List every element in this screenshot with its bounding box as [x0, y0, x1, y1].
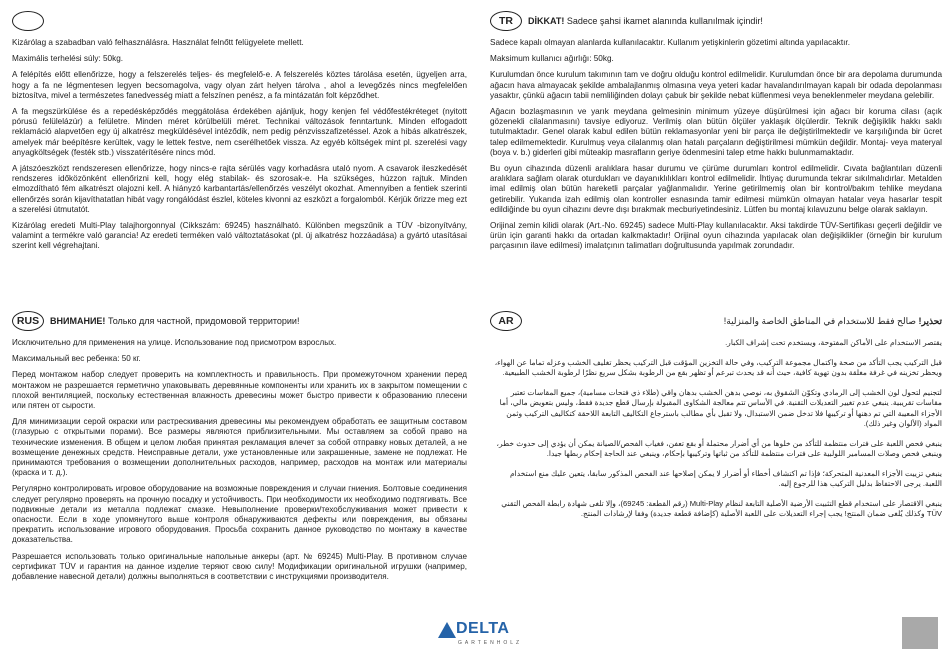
- paragraph: A fa megszürkülése és a repedésképződés meggátolása érdekében ajánljuk, hogy kenjen fel védőfestékréteget (nyitott pórusú felülelázúr) a felületre. Minden méret körülbelüli méret. Technikai változások fenntartunk. Minden elfogadott reklamáció alapvetően egy új alkatrész megküldésével intéződik, nem pedig pénzvisszafizetéssel. Azok a hibás alkatrészek, amelyek már beépítésre kerültek, vagy le lettek festve, nem cserélhetőek vissza. Az egyéb költségek mint pl. szerelési vagy anyagköltségek (festék stb.) visszatérítésére nincs mód.: [12, 107, 467, 157]
- paragraph: Исключительно для применения на улице. Использование под присмотром взрослых.: [12, 338, 337, 347]
- paragraph: Максимальный вес ребенка: 50 кг.: [12, 354, 141, 364]
- language-badge: RUS: [12, 311, 44, 331]
- paragraph: Ağacın bozlaşmasının ve yarık meydana gelmesinin minimum yüzeye düşürülmesi için ağacı bir koruma cilası (açık gözenekli cilalanmasını) tavsiye ediyoruz. Verilmiş olan bütün ölçüler yaklaşık ölçülerdir. Teknik değişiklik hakkı saklı tutulmaktadır. Genel olarak kabul edilen bütün reklamasyonlar yeni bir parça ile değiştirilmektedir ve karşılığında bir ücret talep edilmemektedir. Kurulmuş veya cilalanmış olan hatalı parçaların değiştirilmesi mümkün değildir. Montaj- veya materyal (boya v. b.) giderleri gibi müteakip masrafların geriye ödenmesini talep etme hakkı bulunmamaktadır.: [490, 107, 942, 157]
- paragraph: قبل التركيب يجب التأكد من صحة واكتمال مجموعة التركيب، وفي حالة التخزين المؤقت قبل التركيب يحظر تغليف الخشب وعزله تماما عن الهواء، ويحظر تخزينه في غرفة مغلقة بدون تهوية كافية، حيث أنه قد يحدث تبرعم أو تظهر بقع من الرطوبة بشكل سريع نظرًا لرطوبة الخشب الطبيعية.: [494, 357, 942, 377]
- warning-text: صالح فقط للاستخدام في المناطق الخاصة والمنزلية!: [723, 315, 919, 326]
- paragraph: Для минимизации серой окраски или растрескивания древесины мы рекомендуем обработать ее защитным составом (глазурью с открытыми порами). Все размеры являются приблизительными. Мы оставляем за собой право на технические изменения. В общем и целом любая принятая рекламация влечет за собой отправку новых деталей, а не возмещение денежных средств. Неисправные детали, уже установленные или закрашенные, замене не подлежат. Не принимаются требования о возмещении дополнительных расходов, например, расходов на монтаж или материалы (краска и т. д.).: [12, 417, 467, 478]
- paragraph: Kurulumdan önce kurulum takımının tam ve doğru olduğu kontrol edilmelidir. Kurulumdan önce bir ara depolama durumunda ağacın hava almayacak şekilde ambalajlanmış olmasına veya yeteri kadar havalandırılmayan kapalı bir odada depolanması yasaktır, çünkü ağacın tabii nemliliğinden dolayı çabuk bir şekilde nebat küflenmesi veya beneklenmeler meydana gelebilir.: [490, 70, 942, 100]
- section-header: [490, 8, 942, 34]
- language-badge: AR: [490, 311, 522, 331]
- paragraph: ينبغي الاقتصار على استخدام قطع التثبيت الأرضية الأصلية التابعة لنظام Multi-Play (رقم القطعة: 69245)، وإلا تلغى شهادة رابطة الفحص التقني TÜV وكذلك يُلغى ضمان المنتج! يجب إجراء التعديلات على اللعبة الأصلية (كإضافة قطعة جديدة) وفقا لإرشادات المنتج.: [501, 498, 942, 518]
- warning-label: ВНИМАНИЕ!: [50, 316, 106, 326]
- section-hungarian: [12, 8, 467, 258]
- paragraph: Sadece kapalı olmayan alanlarda kullanılacaktır. Kullanım yetişkinlerin gözetimi altında yapılacaktır.: [490, 38, 850, 47]
- paragraph: ينبغي تزييت الأجزاء المعدنية المتحركة؛ فإذا تم اكتشاف أخطاء أو أضرار لا يمكن إصلاحها عند الفحص المذكور سابقا، يتعين عليك منع استخدام اللعبة. يرجى الاحتفاظ بدليل التركيب هذا للرجوع إليه.: [509, 468, 942, 488]
- logo-subtitle: GARTENHOLZ: [458, 640, 523, 646]
- warning-label: DİKKAT!: [528, 16, 565, 26]
- warning-title: [50, 316, 299, 326]
- logo-wordmark: DELTA: [456, 620, 510, 637]
- paragraph: Регулярно контролировать игровое оборудование на возможные повреждения и случаи гниения. Болтовые соединения следует регулярно проверять на прочную посадку и устойчивость. При необходимости их необходимо подтягивать. Все подвижные детали из металла подлежат смазке. Невыполнение проверки/техобслуживания может привести к опасности. Если в ходе упомянутого выше контроля обнаруживаются дефекты или повреждения, вы обязаны прекратить использование игрового оборудования. Просьба сохранить данное руководство по монтажу в качестве доказательства.: [12, 484, 467, 545]
- section-header: [12, 308, 467, 334]
- warning-title: [724, 316, 942, 327]
- paragraph: Orijinal zemin kilidi olarak (Art.-No. 69245) sadece Multi-Play kullanılacaktır. Aksi takdirde TÜV-Sertifikası geçerli değildir ve ürün için garanti hakkı da ortadan kalkmaktadır! Orijinal oyun cihazında yapılacak olan değişiklikler (örneğin bir kurulum parçasının ilave edilmesi) imalatçının talimatları doğrultusunda yapılmak zorundadır.: [490, 221, 942, 251]
- warning-label: تحذير!: [918, 315, 942, 326]
- language-badge: TR: [490, 11, 522, 31]
- paragraph: يقتصر الاستخدام على الأماكن المفتوحة، ويستخدم تحت إشراف الكبار.: [725, 338, 942, 347]
- warning-title: [528, 16, 763, 26]
- paragraph: A játszóeszközt rendszeresen ellenőrizze, hogy nincs-e rajta sérülés vagy korhadásra utaló nyom. A csavarok ileszkedését rendszeres időközönként ellenőrizni kell, hogy elég stabilak- és szorosak-e. Ha szükséges, húzzon rajtuk. Minden elmozdítható fém alkatrészt olajozni kell. A hiányzó karbantartás/ellenőrzés veszélyt okozhat. Amennyiben a fentiek szerinti ellenőrzés során kijavíthatatlan hibát vagy rongálódást észlel, köteles kivonni az eszközt a forgalomból. Kérjük őrizze meg ezt a szerelési útmutatót.: [12, 164, 467, 214]
- language-badge: [12, 11, 44, 31]
- paragraph: Maksimum kullanıcı ağırlığı: 50kg.: [490, 54, 614, 64]
- paragraph: ينبغي فحص اللعبة على فترات منتظمة للتأكد من خلوها من أي أضرار محتملة أو بقع تعفن، فغياب الفحص/الصيانة يمكن أن يؤدي إلى حدوث خطر، وينبغي فحص وصلات المسامير اللولبية على فترات منتظمة للتأكد من ثباتها وتركيبها بإحكام، وينبغي عند الحاجة إحكام ربطها جيدا.: [496, 438, 942, 458]
- paragraph: Bu oyun cihazında düzenli aralıklara hasar durumu ve çürüme durumları kontrol edilmelidir. Cıvata bağlantıları düzenli aralıklara sağlam olarak oturdukları ve dayanıklılıkları kontrol edilmelidir. İhtiyaç durumunda tekrar sıkılmalıdırlar. Metalden imal edilmiş olan bütün hareketli parçalar yağlanmalıdır. Yerine getirilmemiş olan bir kontrol/bakım tehlike meydana getirebilir. Yukarıda izah edilmiş olan kontroller esnasında tamir edilmesi mümkün olmayan hatalar veya hasarlar tespit edildiğinde bu oyun cihazını devre dışı bırakmak mecburiyetindesiniz. Lütfen bu montaj kılavuzunu belge olarak saklayın.: [490, 164, 942, 214]
- paragraph: Разрешается использовать только оригинальные напольные анкеры (арт. № 69245) Multi-Play. В противном случае сертификат TÜV и гарантия на данное изделие теряют свою силу! Модификации оригинальной игрушки (например, добавление навесной детали) должны выполняться в соответствии с инструкциями производителя.: [12, 551, 467, 582]
- warning-text: Только для частной, придомовой территории!: [105, 316, 300, 326]
- section-turkish: [490, 8, 942, 258]
- paragraph: Maximális terhelési súly: 50kg.: [12, 54, 124, 64]
- delta-logo: [436, 620, 526, 654]
- paragraph: Перед монтажом набор следует проверить на комплектность и правильность. При промежуточном хранении перед монтажом не разрешается герметично упаковывать деревянные компоненты или хранить их в закрытом помещении с плохой вентиляцией, поскольку естественная влажность древесины может быстро привести к образованию плесени или пятен от сырости.: [12, 370, 467, 411]
- delta-triangle-icon: [438, 622, 456, 638]
- section-russian: [12, 308, 467, 588]
- warning-text: Sadece şahsi ikamet alanında kullanılmak içindir!: [564, 16, 763, 26]
- gray-corner-box: [902, 617, 938, 649]
- paragraph: لتجنيم لتحول لون الخشب إلى الرمادي وتكوّن الشقوق به، نوصي بدهن الخشب بدهان واقي (طلاء ذي فتحات مسامية)، جميع المقاسات تعتبر مقاسات تقريبية. ينبغي عدم تغيير التعديلات التقنية. في الأساس تتم معالجة الشكاوى المقبولة بإرسال قطع جديدة فقط، وليس بتعويض مالي، أما الأجزاء المعيبة التي تم دهنها أو تركيبها فلا تدخل ضمن الاستبدال، ولا تقبل بأي مطالب باسترجاع التكاليف التابعة اللاحقة كتكاليف التركيب وثمن المواد (الألوان وغير ذلك).: [499, 387, 942, 428]
- paragraph: Kizárólag eredeti Multi-Play talajhorgonnyal (Cikkszám: 69245) használható. Különben megszűnik a TÜV -bizonyítvány, valamint a termékre való garancia! Az eredeti terméken való változtatásokat (pl. új alkatrész hozzáadása) a gyártó utasításai szerint kell végrehajtani.: [12, 221, 467, 251]
- paragraph: Kizárólag a szabadban való felhasználásra. Használat felnőtt felügyelete mellett.: [12, 38, 304, 47]
- section-header: [490, 308, 942, 334]
- section-arabic: [490, 308, 942, 529]
- section-header: [12, 8, 467, 34]
- paragraph: A felépítés előtt ellenőrizze, hogy a felszerelés teljes- és megfelelő-e. A felszerelés köztes tárolása esetén, ügyeljen arra, hogy a fa ne légmentesen legyen becsomagolva, vagy olyan zárt helyen tárolva , ahol a levegőzés nincs megfelelően biztosítva, mivel a természetes fanedvesség miatt a felszínen penész, a fa mintázatán folt képződhet.: [12, 70, 467, 100]
